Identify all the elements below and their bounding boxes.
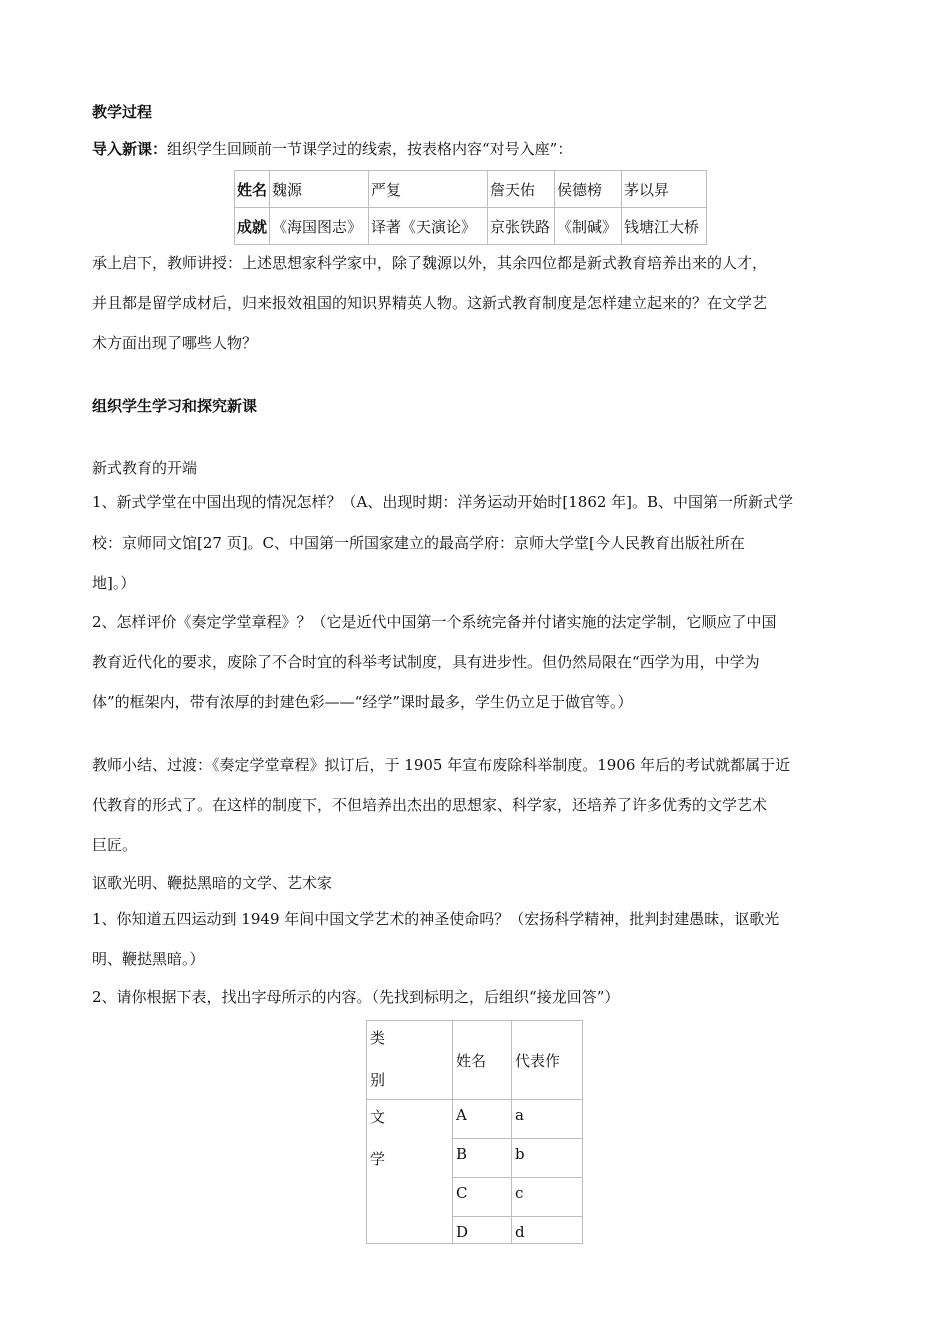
table-cell: d	[512, 1217, 583, 1244]
table-row	[235, 171, 707, 208]
table-header-achievement: 成就	[235, 208, 270, 245]
section-heading: 组织学生学习和探究新课	[92, 397, 258, 415]
table-row	[367, 1100, 583, 1139]
table-cell: 译著《天演论》	[369, 208, 488, 245]
achievement-table	[234, 170, 707, 245]
paragraph-line: 并且都是留学成材后，归来报效祖国的知识界精英人物。这新式教育制度是怎样建立起来的？在文学艺	[92, 294, 768, 312]
paragraph-line: 巨匠。	[92, 836, 138, 854]
paragraph-line: 教育近代化的要求，废除了不合时宜的科举考试制度，具有进步性。但仍然局限在“西学为用，中学为	[92, 653, 760, 671]
paragraph-line: 校：京师同文馆[27 页]。C、中国第一所国家建立的最高学府：京师大学堂[今人民教育出版社所在	[92, 534, 745, 552]
paragraph-line: 1、新式学堂在中国出现的情况怎样？（A、出现时期：洋务运动开始时[1862 年]。B、中国第一所新式学	[92, 493, 794, 511]
table-cell: a	[512, 1100, 583, 1139]
intro-text: 组织学生回顾前一节课学过的线索，按表格内容“对号入座”：	[167, 140, 573, 158]
paragraph-line: 承上启下，教师讲授：上述思想家科学家中，除了魏源以外，其余四位都是新式教育培养出来的人才，	[92, 254, 768, 272]
paragraph-line: 明、鞭挞黑暗。）	[92, 950, 205, 968]
table-cell: 魏源	[270, 171, 369, 208]
paragraph-line: 1、你知道五四运动到 1949 年间中国文学艺术的神圣使命吗？（宏扬科学精神，批判封建愚昧，讴歌光	[92, 910, 780, 928]
paragraph-line: 2、请你根据下表，找出字母所示的内容。（先找到标明之，后组织“接龙回答”）	[92, 988, 620, 1006]
category-char: 文	[370, 1108, 386, 1126]
table-cell: C	[453, 1178, 512, 1217]
intro-label: 导入新课：	[92, 140, 168, 158]
table-cell: D	[453, 1217, 512, 1244]
paragraph-line: 体”的框架内，带有浓厚的封建色彩——“经学”课时最多，学生仍立足于做官等。）	[92, 693, 633, 711]
table-cell: 詹天佑	[488, 171, 555, 208]
table-header-name: 姓名	[235, 171, 270, 208]
table-header-category	[367, 1021, 453, 1100]
paragraph-line: 术方面出现了哪些人物？	[92, 334, 258, 352]
subheading: 讴歌光明、鞭挞黑暗的文学、艺术家	[92, 874, 333, 892]
table-cell: 京张铁路	[488, 208, 555, 245]
intro-paragraph	[92, 139, 572, 159]
table-cell: b	[512, 1139, 583, 1178]
table-cell: A	[453, 1100, 512, 1139]
subheading: 新式教育的开端	[92, 459, 198, 477]
paragraph-line: 2、怎样评价《奏定学堂章程》？（它是近代中国第一个系统完备并付诸实施的法定学制，它顺应了中国	[92, 613, 777, 631]
table-cell: 茅以昇	[622, 171, 707, 208]
paragraph-line: 代教育的形式了。在这样的制度下，不但培养出杰出的思想家、科学家，还培养了许多优秀的文学艺术	[92, 796, 768, 814]
table-header-work: 代表作	[512, 1021, 583, 1100]
table-cell: c	[512, 1178, 583, 1217]
header-char: 别	[370, 1071, 386, 1089]
table-cell: B	[453, 1139, 512, 1178]
header-char: 类	[370, 1029, 386, 1047]
table-cell: 钱塘江大桥	[622, 208, 707, 245]
table-cell: 侯德榜	[555, 171, 622, 208]
paragraph-line: 教师小结、过渡：《奏定学堂章程》拟订后，于 1905 年宣布废除科举制度。1906 年后的考试就都属于近	[92, 756, 791, 774]
category-char: 学	[370, 1150, 386, 1168]
lesson-heading: 教学过程	[92, 103, 153, 121]
table-cell: 《海国图志》	[270, 208, 369, 245]
table-row	[235, 208, 707, 245]
table-row	[367, 1021, 583, 1100]
table-cell: 严复	[369, 171, 488, 208]
table-cell-category	[367, 1100, 453, 1244]
paragraph-line: 地]。）	[92, 574, 136, 592]
table-cell: 《制碱》	[555, 208, 622, 245]
literature-table	[366, 1020, 583, 1244]
table-header-name: 姓名	[453, 1021, 512, 1100]
